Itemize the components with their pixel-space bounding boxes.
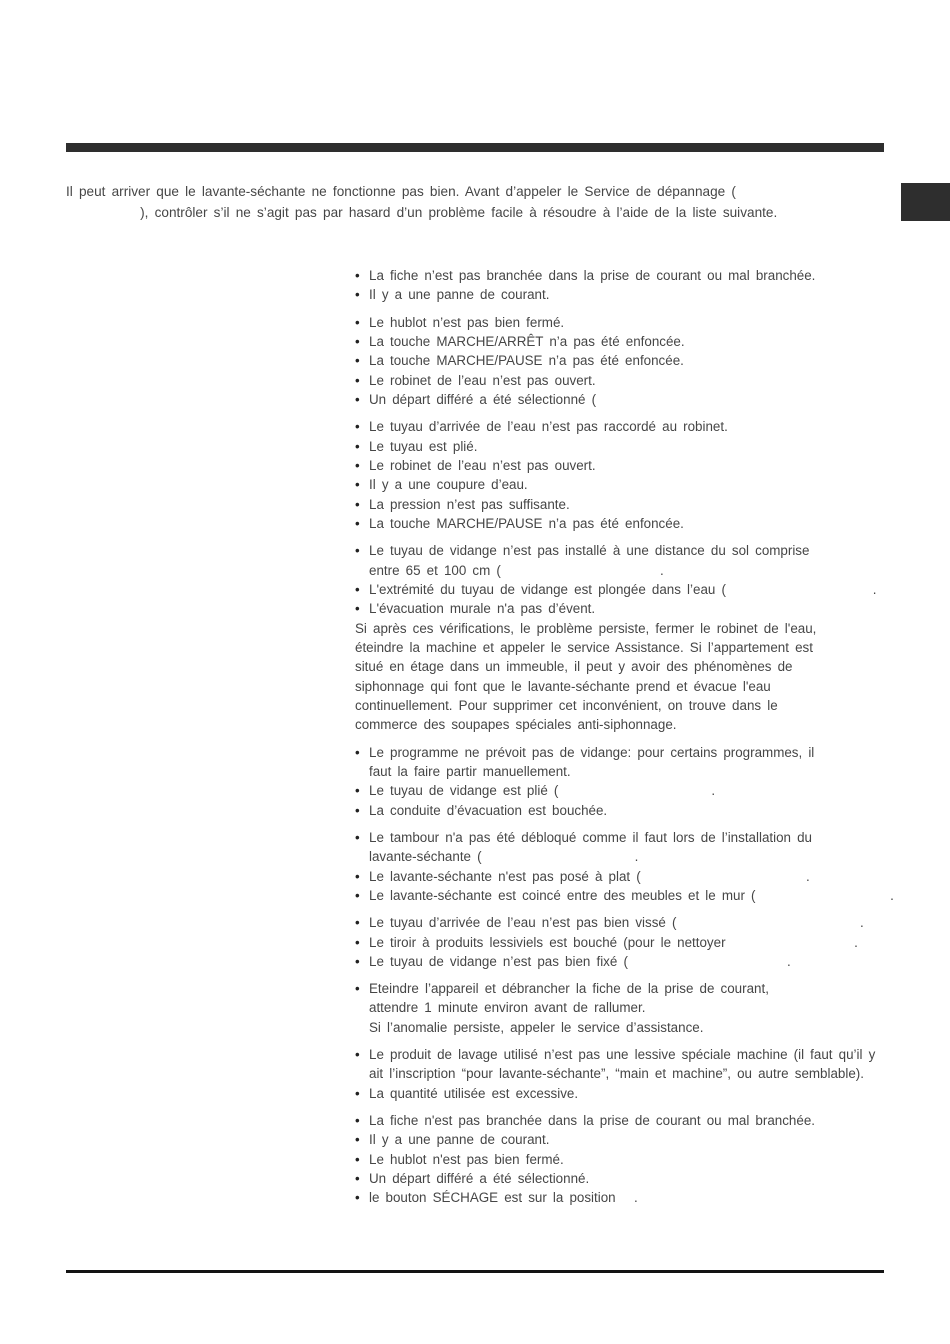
bullet-icon: • — [355, 353, 360, 369]
line-text: faut la faire partir manuellement. — [369, 763, 571, 779]
text-line — [355, 313, 895, 332]
bullet-icon: • — [355, 477, 360, 493]
text-line — [355, 1150, 895, 1169]
bullet-icon: • — [355, 419, 360, 435]
text-line — [355, 1064, 895, 1083]
line-text: Il y a une panne de courant. — [369, 1132, 550, 1148]
bullet-icon: • — [355, 1190, 360, 1206]
line-text: Le robinet de l’eau n’est pas ouvert. — [369, 372, 596, 388]
line-text: Le tuyau d’arrivée de l’eau n’est pas bien vissé ( . — [369, 915, 864, 931]
bullet-icon: • — [355, 1132, 360, 1148]
text-line — [355, 285, 895, 304]
text-line — [355, 437, 895, 456]
text-line — [355, 371, 895, 390]
line-text: La fiche n’est pas branchée dans la prise de courant ou mal branchée. — [369, 268, 816, 283]
text-line — [355, 638, 895, 657]
line-text: La quantité utilisée est excessive. — [369, 1085, 579, 1101]
bullet-icon: • — [355, 543, 360, 559]
line-text: Le tambour n'a pas été débloqué comme il faut lors de l’installation du — [369, 829, 812, 845]
text-line — [355, 1045, 895, 1064]
line-text: Si l’anomalie persiste, appeler le service d’assistance. — [369, 1019, 704, 1035]
line-text: La conduite d’évacuation est bouchée. — [369, 802, 608, 818]
line-text: La fiche n'est pas branchée dans la prise de courant ou mal branchée. — [369, 1113, 815, 1129]
intro-line-1: Il peut arriver que le lavante-séchante ne fonctionne pas bien. Avant d’appeler le Service de dépannage ( — [66, 184, 736, 199]
text-line — [355, 266, 895, 285]
text-line — [355, 1084, 895, 1103]
line-text: Le lavante-séchante n'est pas posé à plat ( . — [369, 868, 810, 884]
text-line — [355, 599, 895, 618]
line-text: Le tuyau est plié. — [369, 438, 478, 454]
line-text: entre 65 et 100 cm ( . — [369, 562, 664, 578]
text-line — [355, 828, 895, 847]
text-line — [355, 1188, 895, 1207]
text-line — [355, 456, 895, 475]
bullet-icon: • — [355, 372, 360, 388]
text-line — [355, 715, 895, 734]
text-line — [355, 886, 895, 905]
text-line — [355, 952, 895, 971]
text-line — [355, 541, 895, 560]
bullet-icon: • — [355, 287, 360, 303]
line-text: Le tuyau de vidange est plié ( . — [369, 783, 716, 799]
line-text: La pression n’est pas suffisante. — [369, 496, 570, 512]
line-text: Si après ces vérifications, le problème persiste, fermer le robinet de l'eau, — [355, 620, 817, 636]
line-text: Le robinet de l’eau n’est pas ouvert. — [369, 457, 596, 473]
text-line — [355, 1111, 895, 1130]
intro-line-2: ), contrôler s’il ne s’agit pas par hasard d’un problème facile à résoudre à l’aide de la liste suivante. — [66, 205, 778, 220]
text-line — [355, 998, 895, 1017]
text-line — [355, 417, 895, 436]
text-line — [355, 390, 895, 409]
bullet-icon: • — [355, 953, 360, 969]
line-text: Un départ différé a été sélectionné ( — [369, 391, 597, 407]
bullet-icon: • — [355, 744, 360, 760]
text-line — [355, 580, 895, 599]
line-text: attendre 1 minute environ avant de rallumer. — [369, 1000, 646, 1016]
line-text: continuellement. Pour supprimer cet inconvénient, on trouve dans le — [355, 697, 778, 713]
bullet-icon: • — [355, 1171, 360, 1187]
text-line — [355, 762, 895, 781]
line-text: Le tiroir à produits lessiviels est bouché (pour le nettoyer . — [369, 934, 858, 950]
page-edge-tab — [901, 183, 950, 221]
line-text: Le tuyau de vidange n’est pas installé à une distance du sol comprise — [369, 543, 810, 559]
text-line — [355, 913, 895, 932]
bullet-icon: • — [355, 1113, 360, 1129]
bullet-icon: • — [355, 802, 360, 818]
bullet-icon: • — [355, 496, 360, 512]
text-line — [355, 657, 895, 676]
bullet-icon: • — [355, 391, 360, 407]
text-line — [355, 1018, 895, 1037]
text-line — [355, 781, 895, 800]
bullet-icon: • — [355, 915, 360, 931]
line-text: Le produit de lavage utilisé n’est pas une lessive spéciale machine (il faut qu’il y — [369, 1047, 876, 1063]
line-text: Il y a une panne de courant. — [369, 287, 550, 303]
bullet-icon: • — [355, 981, 360, 997]
bullet-icon: • — [355, 333, 360, 349]
bullet-icon: • — [355, 1085, 360, 1101]
line-text: Le hublot n’est pas bien fermé. — [369, 314, 565, 330]
line-text: La touche MARCHE/PAUSE n’a pas été enfoncée. — [369, 515, 684, 531]
footer-rule — [66, 1270, 884, 1273]
bullet-icon: • — [355, 829, 360, 845]
bullet-icon: • — [355, 934, 360, 950]
bullet-icon: • — [355, 1151, 360, 1167]
text-line — [355, 1130, 895, 1149]
line-text: Un départ différé a été sélectionné. — [369, 1171, 590, 1187]
text-line — [355, 495, 895, 514]
bullet-icon: • — [355, 515, 360, 531]
text-line — [355, 351, 895, 370]
bullet-icon: • — [355, 268, 360, 283]
troubleshooting-list — [355, 266, 895, 1208]
bullet-icon: • — [355, 601, 360, 617]
line-text: La touche MARCHE/PAUSE n’a pas été enfoncée. — [369, 353, 684, 369]
line-text: Eteindre l’appareil et débrancher la fiche de la prise de courant, — [369, 981, 769, 997]
line-text: ait l’inscription “pour lavante-séchante”, “main et machine”, ou autre semblable). — [369, 1066, 864, 1082]
line-text: lavante-séchante ( . — [369, 849, 639, 865]
intro-paragraph — [66, 181, 906, 223]
text-line — [355, 332, 895, 351]
line-text: Le tuyau d’arrivée de l’eau n’est pas raccordé au robinet. — [369, 419, 728, 435]
bullet-icon: • — [355, 314, 360, 330]
section-header-rule — [66, 143, 884, 152]
line-text: L'extrémité du tuyau de vidange est plongée dans l’eau ( . — [369, 581, 877, 597]
text-line — [355, 677, 895, 696]
bullet-icon: • — [355, 868, 360, 884]
line-text: L'évacuation murale n'a pas d’évent. — [369, 601, 596, 617]
line-text: Le hublot n'est pas bien fermé. — [369, 1151, 564, 1167]
text-line — [355, 561, 895, 580]
line-text: Le lavante-séchante est coincé entre des meubles et le mur ( . — [369, 887, 894, 903]
text-line — [355, 847, 895, 866]
text-line — [355, 867, 895, 886]
bullet-icon: • — [355, 887, 360, 903]
text-line — [355, 475, 895, 494]
bullet-icon: • — [355, 1047, 360, 1063]
bullet-icon: • — [355, 438, 360, 454]
line-text: commerce des soupapes spéciales anti-siphonnage. — [355, 717, 677, 733]
text-line — [355, 1169, 895, 1188]
line-text: Le tuyau de vidange n’est pas bien fixé ( . — [369, 953, 791, 969]
line-text: situé en étage dans un immeuble, il peut y avoir des phénomènes de — [355, 659, 793, 675]
line-text: Il y a une coupure d’eau. — [369, 477, 528, 493]
text-line — [355, 801, 895, 820]
text-line — [355, 619, 895, 638]
line-text: La touche MARCHE/ARRÊT n’a pas été enfoncée. — [369, 333, 685, 349]
line-text: Le programme ne prévoit pas de vidange: pour certains programmes, il — [369, 744, 815, 760]
text-line — [355, 514, 895, 533]
line-text: siphonnage qui font que le lavante-séchante prend et évacue l'eau — [355, 678, 771, 694]
bullet-icon: • — [355, 581, 360, 597]
bullet-icon: • — [355, 457, 360, 473]
text-line — [355, 696, 895, 715]
text-line — [355, 979, 895, 998]
text-line — [355, 743, 895, 762]
bullet-icon: • — [355, 783, 360, 799]
line-text: le bouton SÉCHAGE est sur la position . — [369, 1190, 638, 1206]
line-text: éteindre la machine et appeler le service Assistance. Si l’appartement est — [355, 639, 813, 655]
text-line — [355, 933, 895, 952]
